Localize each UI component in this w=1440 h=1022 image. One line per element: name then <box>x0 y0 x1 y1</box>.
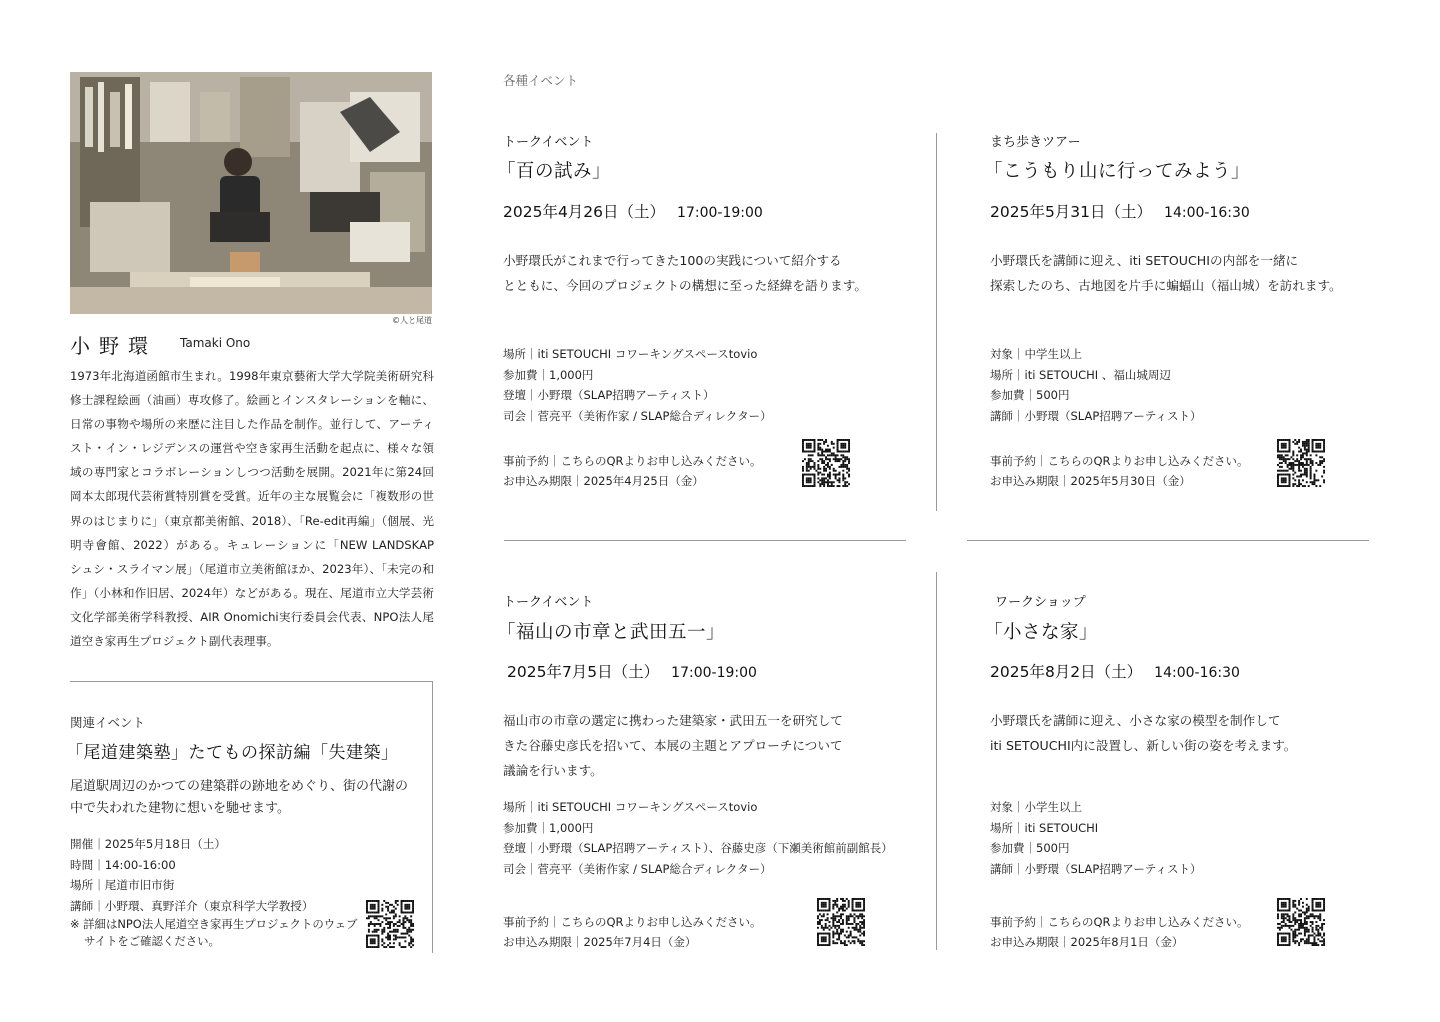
event-date <box>990 660 1240 682</box>
qr-code[interactable] <box>817 898 865 946</box>
event-category: トークイベント <box>503 595 594 610</box>
event-date-text: 2025年4月26日（土） <box>503 203 666 221</box>
qr-code[interactable] <box>1277 439 1325 487</box>
event-info-line: 参加費｜500円 <box>990 841 1070 855</box>
event-description-line: 小野環氏がこれまで行ってきた100の実践について紹介する <box>503 253 842 268</box>
event-time: 14:00-16:30 <box>1164 205 1250 221</box>
event-reservation-text: 事前予約｜こちらのQRよりお申し込みください。 <box>503 915 762 929</box>
event-info-line: 登壇｜小野環（SLAP招聘アーティスト） <box>503 388 715 402</box>
event-time: 17:00-19:00 <box>677 205 763 221</box>
event-info-line: 場所｜iti SETOUCHI 、福山城周辺 <box>990 367 1171 382</box>
event-deadline: お申込み期限｜2025年8月1日（金） <box>990 935 1184 949</box>
event-category: トークイベント <box>503 135 594 150</box>
event-description <box>990 708 1296 758</box>
qr-code[interactable] <box>802 439 850 487</box>
event-info-line: 登壇｜小野環（SLAP招聘アーティスト）、谷藤史彦（下瀬美術館前副館長） <box>503 841 893 855</box>
event-reservation <box>990 912 1249 952</box>
event-time: 14:00-16:30 <box>1154 665 1240 681</box>
event-info-line: 司会｜菅亮平（美術作家 / SLAP総合ディレクター） <box>503 861 772 876</box>
section-label: 各種イベント <box>503 73 579 88</box>
event-deadline: お申込み期限｜2025年4月25日（金） <box>503 474 704 488</box>
divider-vertical <box>936 572 937 950</box>
qr-code[interactable] <box>366 900 414 948</box>
event-info-line: 参加費｜1,000円 <box>503 367 594 382</box>
artist-name-roman: Tamaki Ono <box>180 336 251 350</box>
artist-bio: 1973年北海道函館市生まれ。1998年東京藝術大学大学院美術研究科修士課程絵画（油画）専攻修了。絵画とインスタレーションを軸に、日常の事物や場所の来歴に注目した作品を制作。並行して、アーティスト・イン・レジデンスの運営や空き家再生活動を起点に、様々な領域の専門家とコラボレーションしつつ活動を展開。2021年に第24回岡本太郎現代芸術賞特別賞を受賞。近年の主な展覧会に「複数形の世界のはじまりに」（東京都美術館、2018）、「Re-edit再編」（個展、光明寺會館、2022）がある。キュレーションに「NEW LANDSKAP シュシ・スライマン展」（尾道市立美術館ほか、2023年）、「未完の和作」（小林和作旧居、2024年）などがある。現在、尾道市立大学芸術文化学部美術学科教授、AIR Onomichi実行委員会代表、NPO法人尾道空き家再生プロジェクト副代表理事。 <box>70 369 446 649</box>
event-info <box>990 797 1202 879</box>
divider-vertical <box>936 133 937 511</box>
event-reservation <box>503 451 762 491</box>
related-event-detail: 時間｜14:00-16:00 <box>70 857 176 872</box>
event-info-line: 場所｜iti SETOUCHI <box>990 820 1099 835</box>
event-info-line: 講師｜小野環（SLAP招聘アーティスト） <box>990 861 1202 876</box>
event-info-line: 場所｜iti SETOUCHI コワーキングスペースtovio <box>503 800 758 814</box>
event-title: 「小さな家」 <box>984 622 1099 643</box>
related-event-detail: 場所｜尾道市旧市街 <box>70 878 175 892</box>
related-event-category: 関連イベント <box>70 715 146 730</box>
event-description <box>990 248 1342 298</box>
event-reservation-text: 事前予約｜こちらのQRよりお申し込みください。 <box>990 454 1249 468</box>
event-date <box>503 200 763 222</box>
event-deadline: お申込み期限｜2025年5月30日（金） <box>990 474 1191 488</box>
event-time: 17:00-19:00 <box>671 665 757 681</box>
related-event-note: ※ 詳細はNPO法人尾道空き家再生プロジェクトのウェブサイトをご確認ください。 <box>70 917 358 948</box>
event-description-line: 小野環氏を講師に迎え、iti SETOUCHIの内部を一緒に <box>990 253 1299 268</box>
event-date <box>990 200 1250 222</box>
event-date <box>507 660 757 682</box>
event-reservation-text: 事前予約｜こちらのQRよりお申し込みください。 <box>503 454 762 468</box>
related-event-description: 尾道駅周辺のかつての建築群の跡地をめぐり、街の代謝の中で失われた建物に想いを馳せます。 <box>70 779 409 816</box>
event-description-line: 探索したのち、古地図を片手に蝙蝠山（福山城）を訪れます。 <box>990 278 1342 293</box>
event-reservation-text: 事前予約｜こちらのQRよりお申し込みください。 <box>990 915 1249 929</box>
event-title: 「百の試み」 <box>497 161 612 182</box>
event-title: 「福山の市章と武田五一」 <box>497 622 726 643</box>
event-info-line: 講師｜小野環（SLAP招聘アーティスト） <box>990 408 1202 423</box>
qr-code[interactable] <box>1277 898 1325 946</box>
event-description <box>503 248 867 298</box>
event-reservation <box>990 451 1249 491</box>
related-event-title: 「尾道建築塾」たてもの探訪編「失建築」 <box>66 743 399 763</box>
event-info-line: 参加費｜1,000円 <box>503 820 594 835</box>
divider-horizontal <box>504 540 906 541</box>
event-info-line: 司会｜菅亮平（美術作家 / SLAP総合ディレクター） <box>503 408 772 423</box>
event-info <box>503 797 893 879</box>
related-event-details <box>70 834 313 916</box>
event-description <box>503 708 843 783</box>
event-info-line: 参加費｜500円 <box>990 388 1070 402</box>
event-reservation <box>503 912 762 952</box>
event-description-line: 議論を行います。 <box>503 763 603 778</box>
event-description-line: きた谷藤史彦氏を招いて、本展の主題とアプローチについて <box>503 738 843 753</box>
event-info-line: 対象｜中学生以上 <box>990 347 1082 361</box>
divider-horizontal <box>967 540 1369 541</box>
event-date-text: 2025年7月5日（土） <box>507 663 660 681</box>
related-event-detail: 講師｜小野環、真野洋介（東京科学大学教授） <box>70 898 314 913</box>
event-date-text: 2025年8月2日（土） <box>990 663 1143 681</box>
event-date-text: 2025年5月31日（土） <box>990 203 1153 221</box>
event-category: まち歩きツアー <box>990 135 1081 150</box>
photo-credit: ©人と尾道 <box>392 316 432 325</box>
event-title: 「こうもり山に行ってみよう」 <box>984 161 1251 182</box>
event-deadline: お申込み期限｜2025年7月4日（金） <box>503 935 697 949</box>
event-info <box>503 344 772 426</box>
event-description-line: iti SETOUCHI内に設置し、新しい街の姿を考えます。 <box>990 738 1297 753</box>
artist-name: 小野環 <box>70 334 157 358</box>
event-info-line: 対象｜小学生以上 <box>990 800 1082 814</box>
event-description-line: 福山市の市章の選定に携わった建築家・武田五一を研究して <box>503 713 843 728</box>
artist-photo <box>70 72 432 314</box>
event-description-line: とともに、今回のプロジェクトの構想に至った経緯を語ります。 <box>503 278 867 293</box>
event-info <box>990 344 1202 426</box>
related-event-detail: 開催｜2025年5月18日（土） <box>70 837 226 851</box>
event-description-line: 小野環氏を講師に迎え、小さな家の模型を制作して <box>990 713 1281 728</box>
event-category: ワークショップ <box>995 595 1086 610</box>
event-info-line: 場所｜iti SETOUCHI コワーキングスペースtovio <box>503 347 758 361</box>
